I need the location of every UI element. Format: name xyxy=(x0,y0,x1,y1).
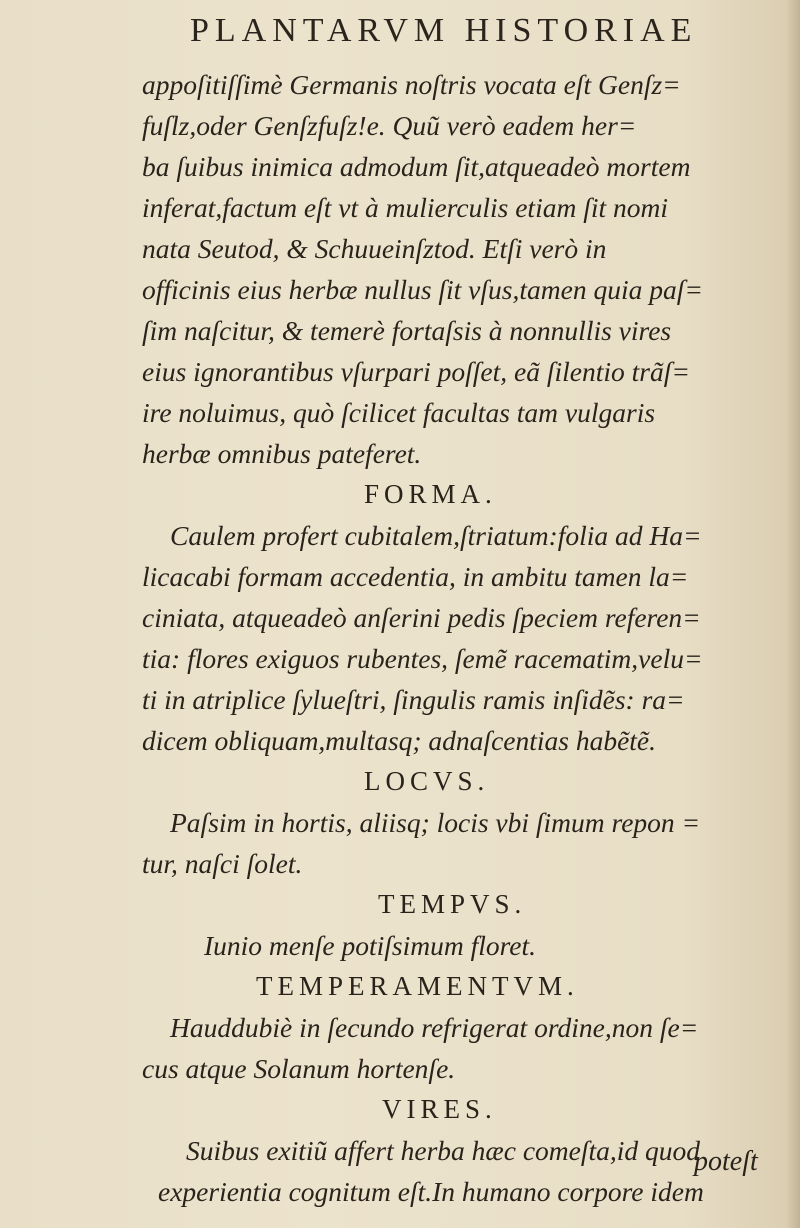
text-line: ti in atriplice ſylueſtri, ſingulis ramis inſidẽs: ra= xyxy=(142,684,685,715)
section-heading-vires: VIRES. xyxy=(382,1094,497,1124)
text-line: ſim naſcitur, & temerè fortaſsis à nonnullis vires xyxy=(142,315,672,346)
text-line: licacabi formam accedentia, in ambitu tamen la= xyxy=(142,561,689,592)
text-line: ire noluimus, quò ſcilicet facultas tam vulgaris xyxy=(142,397,656,428)
text-line: Suibus exitiũ affert herba hæc comeſta,id quod xyxy=(186,1135,701,1166)
section-heading-locus: LOCVS. xyxy=(364,766,490,796)
page-body xyxy=(142,64,762,1212)
section-heading-temperamentum: TEMPERAMENTVM. xyxy=(256,971,579,1001)
running-head: PLANTARVM HISTORIAE xyxy=(190,12,698,49)
text-line: officinis eius herbæ nullus ſit vſus,tamen quia paſ= xyxy=(142,274,703,305)
text-line: eius ignorantibus vſurpari poſſet, eã ſilentio trãſ= xyxy=(142,356,690,387)
section-heading-tempus: TEMPVS. xyxy=(378,889,527,919)
text-line: Paſsim in hortis, aliisq; locis vbi ſimum repon = xyxy=(170,807,701,838)
text-line: nata Seutod, & Schuueinſztod. Etſi verò in xyxy=(142,233,607,264)
text-line: herbæ omnibus pateferet. xyxy=(142,438,422,469)
text-line: Hauddubiè in ſecundo refrigerat ordine,non ſe= xyxy=(170,1012,699,1043)
text-line: ba ſuibus inimica admodum ſit,atqueadeò mortem xyxy=(142,151,691,182)
text-line: Caulem profert cubitalem,ſtriatum:folia ad Ha= xyxy=(170,520,702,551)
section-heading-forma: FORMA. xyxy=(364,479,497,509)
page-edge-shadow xyxy=(786,0,800,1228)
text-line: experientia cognitum eſt.In humano corpore idem xyxy=(158,1176,704,1207)
text-line: cus atque Solanum hortenſe. xyxy=(142,1053,456,1084)
text-line: ciniata, atqueadeò anſerini pedis ſpeciem referen= xyxy=(142,602,701,633)
text-line: fuſlz,oder Genſzfuſz!e. Quũ verò eadem her= xyxy=(142,110,637,141)
text-line: appoſitiſſimè Germanis noſtris vocata eſt Genſz= xyxy=(142,69,681,100)
text-line: tur, naſci ſolet. xyxy=(142,848,303,879)
catchword: poteſt xyxy=(694,1146,758,1177)
text-line: dicem obliquam,multasq; adnaſcentias habẽtẽ. xyxy=(142,725,657,756)
text-line: inferat,factum eſt vt à mulierculis etiam ſit nomi xyxy=(142,192,668,223)
text-line: Iunio menſe potiſsimum floret. xyxy=(204,930,537,961)
text-line: tia: flores exiguos rubentes, ſemẽ racematim,velu= xyxy=(142,643,703,674)
